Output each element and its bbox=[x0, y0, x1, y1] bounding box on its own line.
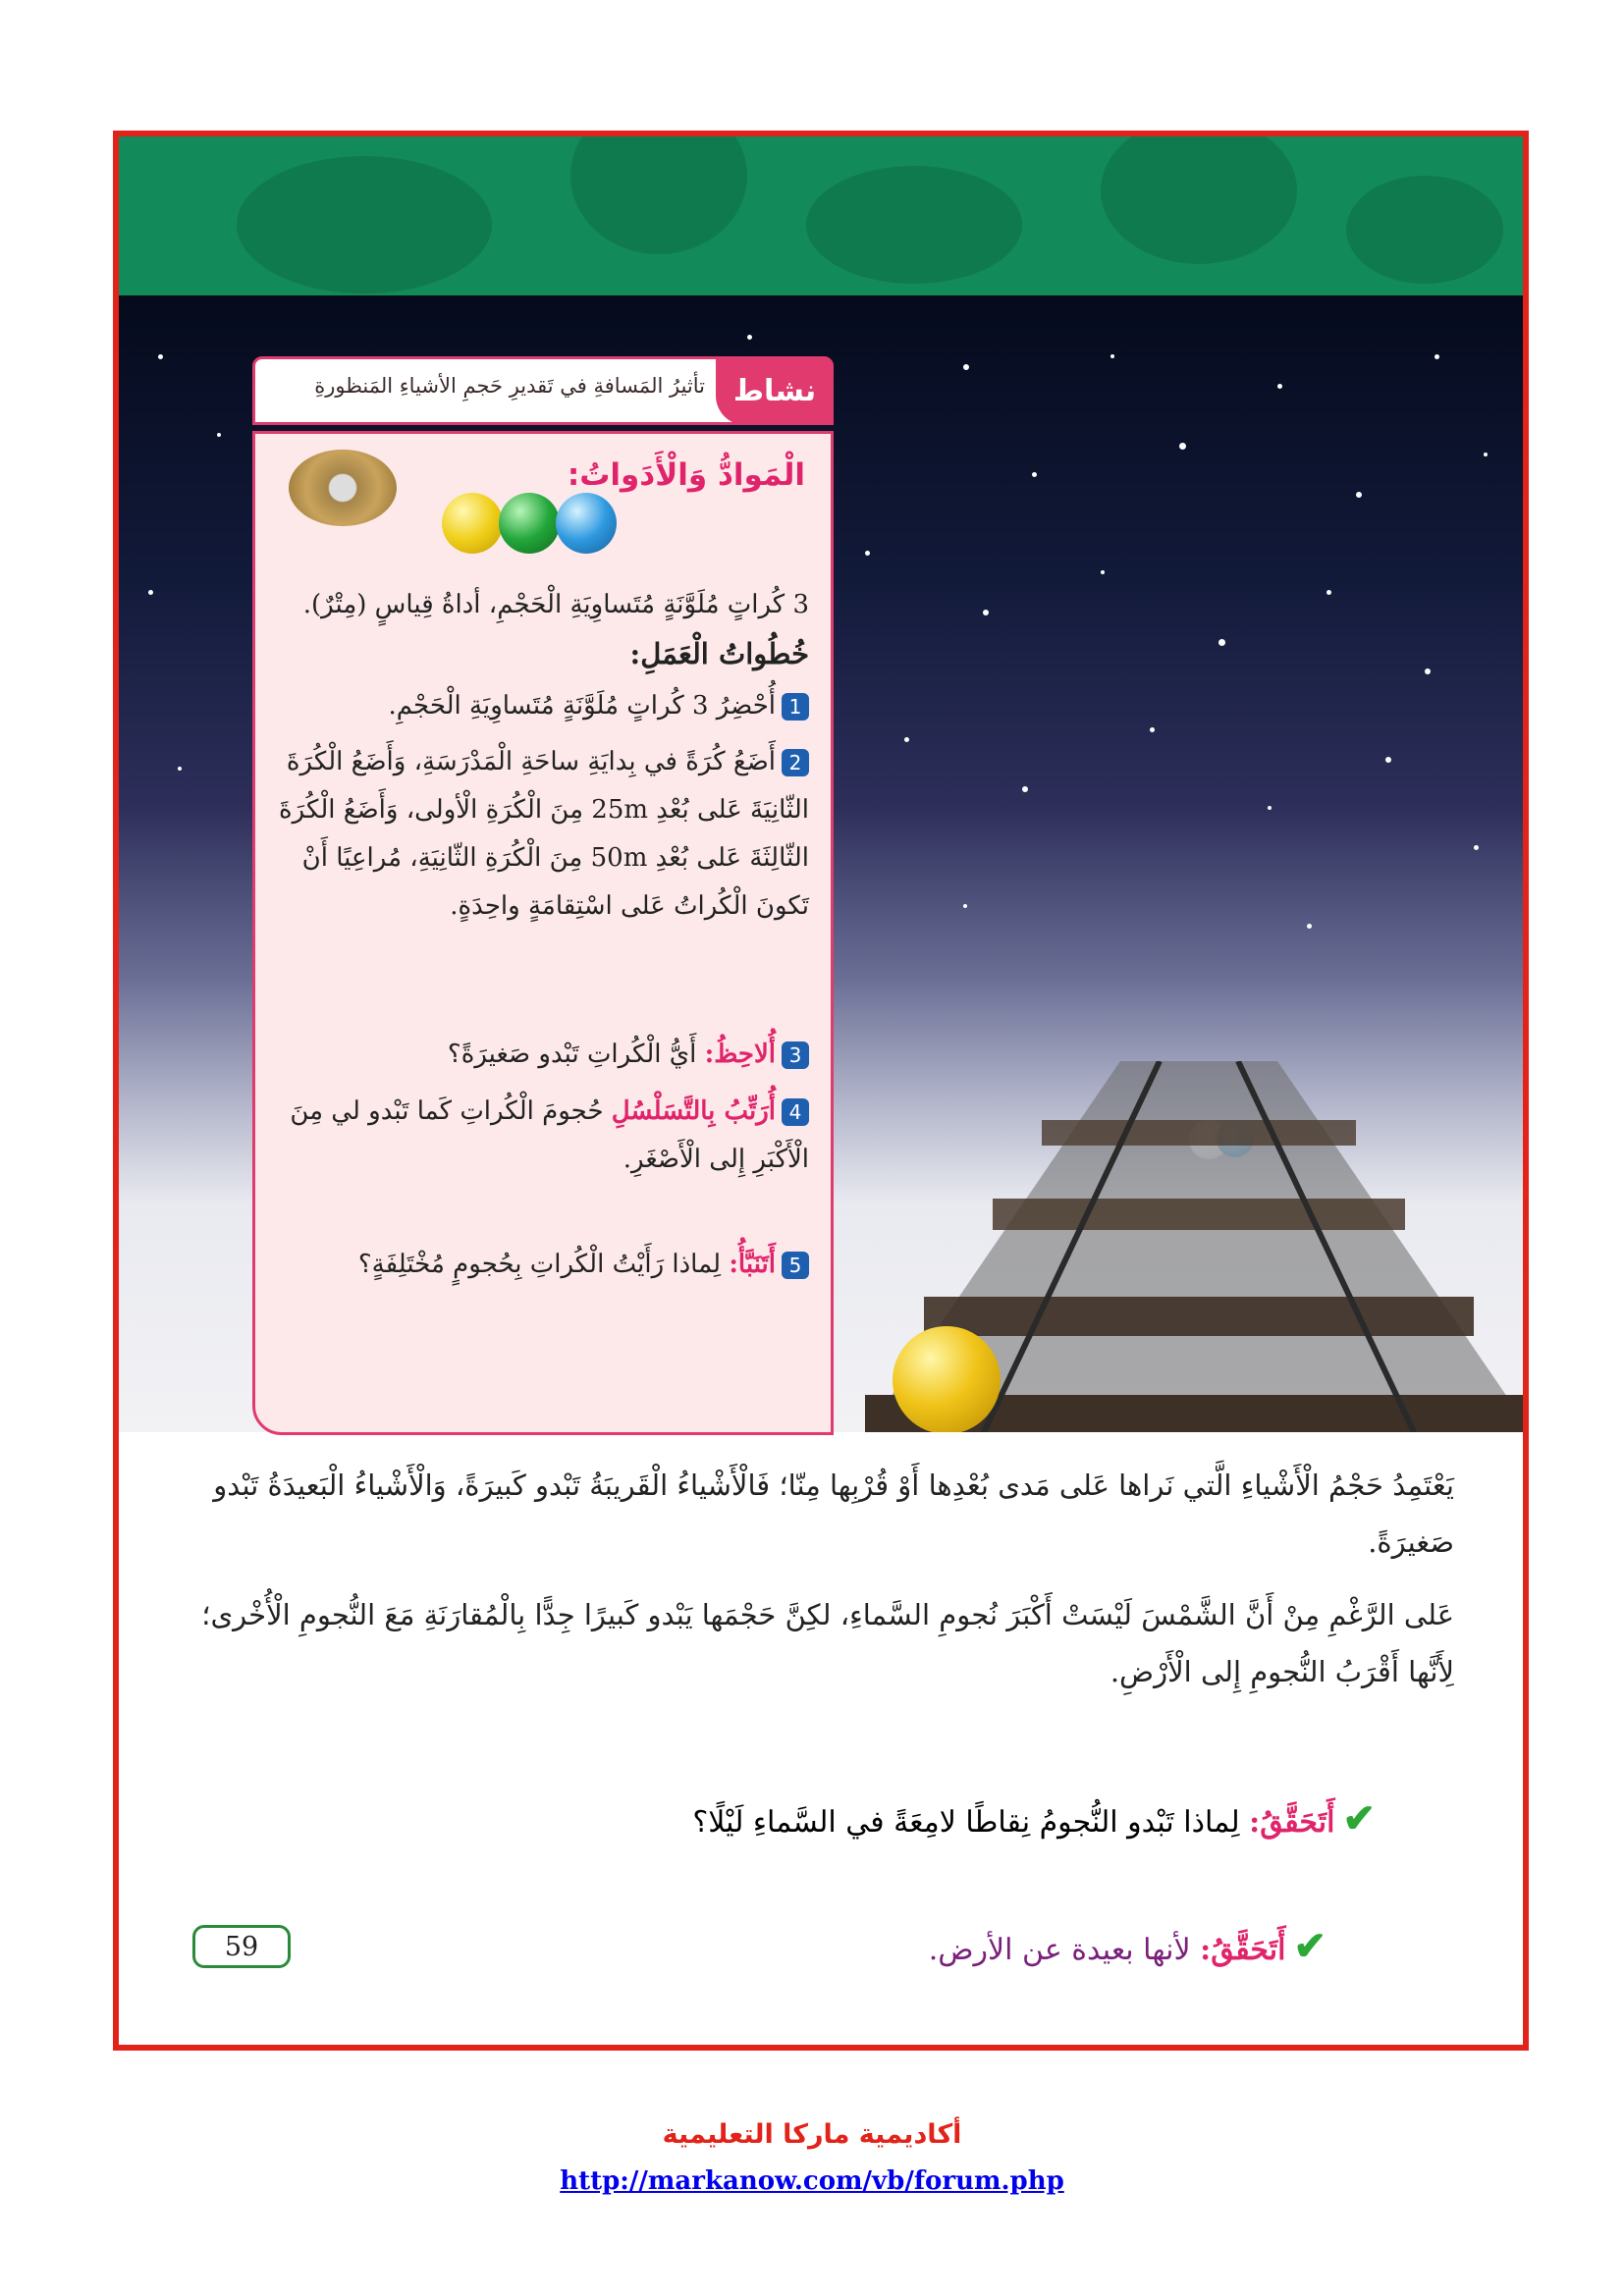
answer-text: لأنها بعيدة عن الأرض. bbox=[928, 1933, 1191, 1967]
step-3 bbox=[259, 1031, 809, 1079]
measuring-tape-icon bbox=[289, 450, 397, 526]
step-text: حُجومَ الْكُراتِ كَما تَبْدو لي مِنَ الْأَكْبَرِ إِلى الْأَصْغَرِ. bbox=[290, 1096, 809, 1174]
activity-badge: نشاط bbox=[716, 356, 834, 425]
answer-label: أَتَحَقَّقُ: bbox=[1200, 1933, 1286, 1967]
steps-heading: خُطُواتُ الْعَمَلِ: bbox=[629, 637, 809, 670]
materials-text: 3 كُراتٍ مُلَوَّنَةٍ مُتَساوِيَةِ الْحَجْمِ، أداةُ قِياسٍ (مِتْرٌ). bbox=[302, 590, 809, 619]
step-number: 2 bbox=[782, 749, 809, 776]
materials-heading: الْمَوادُّ وَالْأَدَواتُ: bbox=[567, 457, 805, 493]
step-5 bbox=[259, 1241, 809, 1289]
activity-title: تأثيرُ المَسافةِ في تَقديرِ حَجمِ الأشياءِ المَنظورةِ bbox=[314, 374, 705, 398]
check-icon: ✔ bbox=[1342, 1795, 1376, 1842]
step-number: 3 bbox=[782, 1041, 809, 1069]
step-text: أَضَعُ كُرَةً في بِدايَةِ ساحَةِ الْمَدْرَسَةِ، وَأَضَعُ الْكُرَةَ الثّانِيَةَ عَلى بُعْدِ 25m مِنَ الْكُرَةِ الْأولى، وَأَضَعُ الْكُرَةَ الثّالِثَةَ عَلى بُعْدِ 50m مِنَ الْكُرَةِ الثّانِيَةِ، مُراعِيًا أَنْ تَكونَ الْكُراتُ عَلى اسْتِقامَةٍ واحِدَةٍ. bbox=[279, 747, 809, 921]
step-text: أُحْضِرُ 3 كُراتٍ مُلَوَّنَةٍ مُتَساوِيَةِ الْحَجْمِ. bbox=[388, 691, 776, 721]
step-keyword: أُرَتِّبُ بِالتَّسَلْسُلِ bbox=[611, 1096, 776, 1126]
colored-balls-icon bbox=[442, 493, 619, 561]
activity-panel bbox=[252, 431, 834, 1435]
body-paragraph-1: يَعْتَمِدُ حَجْمُ الْأَشْياءِ الَّتي نَراها عَلى مَدى بُعْدِها أَوْ قُرْبِها مِنّا؛ فَالْأَشْياءُ الْقَريبَةُ تَبْدو كَبيرَةً، وَالْأَشْياءُ الْبَعيدَةُ تَبْدو صَغيرَةً. bbox=[213, 1468, 1454, 1559]
activity-title-bar bbox=[252, 356, 834, 425]
step-text: أَيُّ الْكُراتِ تَبْدو صَغيرَةً؟ bbox=[447, 1040, 697, 1069]
page-number: 59 bbox=[192, 1925, 291, 1968]
step-number: 4 bbox=[782, 1098, 809, 1126]
footer-academy-name: أكاديمية ماركا التعليمية bbox=[662, 2119, 962, 2150]
check-label: أَتَحَقَّقُ: bbox=[1249, 1805, 1335, 1840]
step-2 bbox=[259, 738, 809, 931]
check-answer bbox=[929, 1923, 1326, 1969]
footer-link[interactable]: http://markanow.com/vb/forum.php bbox=[560, 2166, 1064, 2196]
step-4 bbox=[259, 1088, 809, 1184]
green-banner bbox=[119, 136, 1523, 295]
body-paragraph-2: عَلى الرَّغْمِ مِنْ أَنَّ الشَّمْسَ لَيْسَتْ أَكْبَرَ نُجومِ السَّماءِ، لكِنَّ حَجْمَها يَبْدو كَبيرًا جِدًّا بِالْمُقارَنَةِ مَعَ النُّجومِ الْأُخْرى؛ لِأَنَّها أَقْرَبُ النُّجومِ إِلى الْأَرْضِ. bbox=[201, 1598, 1454, 1688]
step-keyword: أَتَنَبَّأُ: bbox=[729, 1250, 776, 1279]
check-question bbox=[692, 1795, 1376, 1842]
page-frame bbox=[113, 131, 1529, 2051]
step-number: 5 bbox=[782, 1252, 809, 1279]
check-icon: ✔ bbox=[1293, 1923, 1326, 1969]
step-text: لِماذا رَأَيْتُ الْكُراتِ بِحُجومٍ مُخْتَلِفَةٍ؟ bbox=[357, 1250, 722, 1279]
check-question-text: لِماذا تَبْدو النُّجومُ نِقاطًا لامِعَةً في السَّماءِ لَيْلًا؟ bbox=[692, 1805, 1240, 1840]
step-number: 1 bbox=[782, 693, 809, 721]
step-1 bbox=[259, 682, 809, 730]
near-yellow-ball bbox=[893, 1326, 1001, 1432]
step-keyword: أُلاحِظُ: bbox=[704, 1040, 776, 1069]
